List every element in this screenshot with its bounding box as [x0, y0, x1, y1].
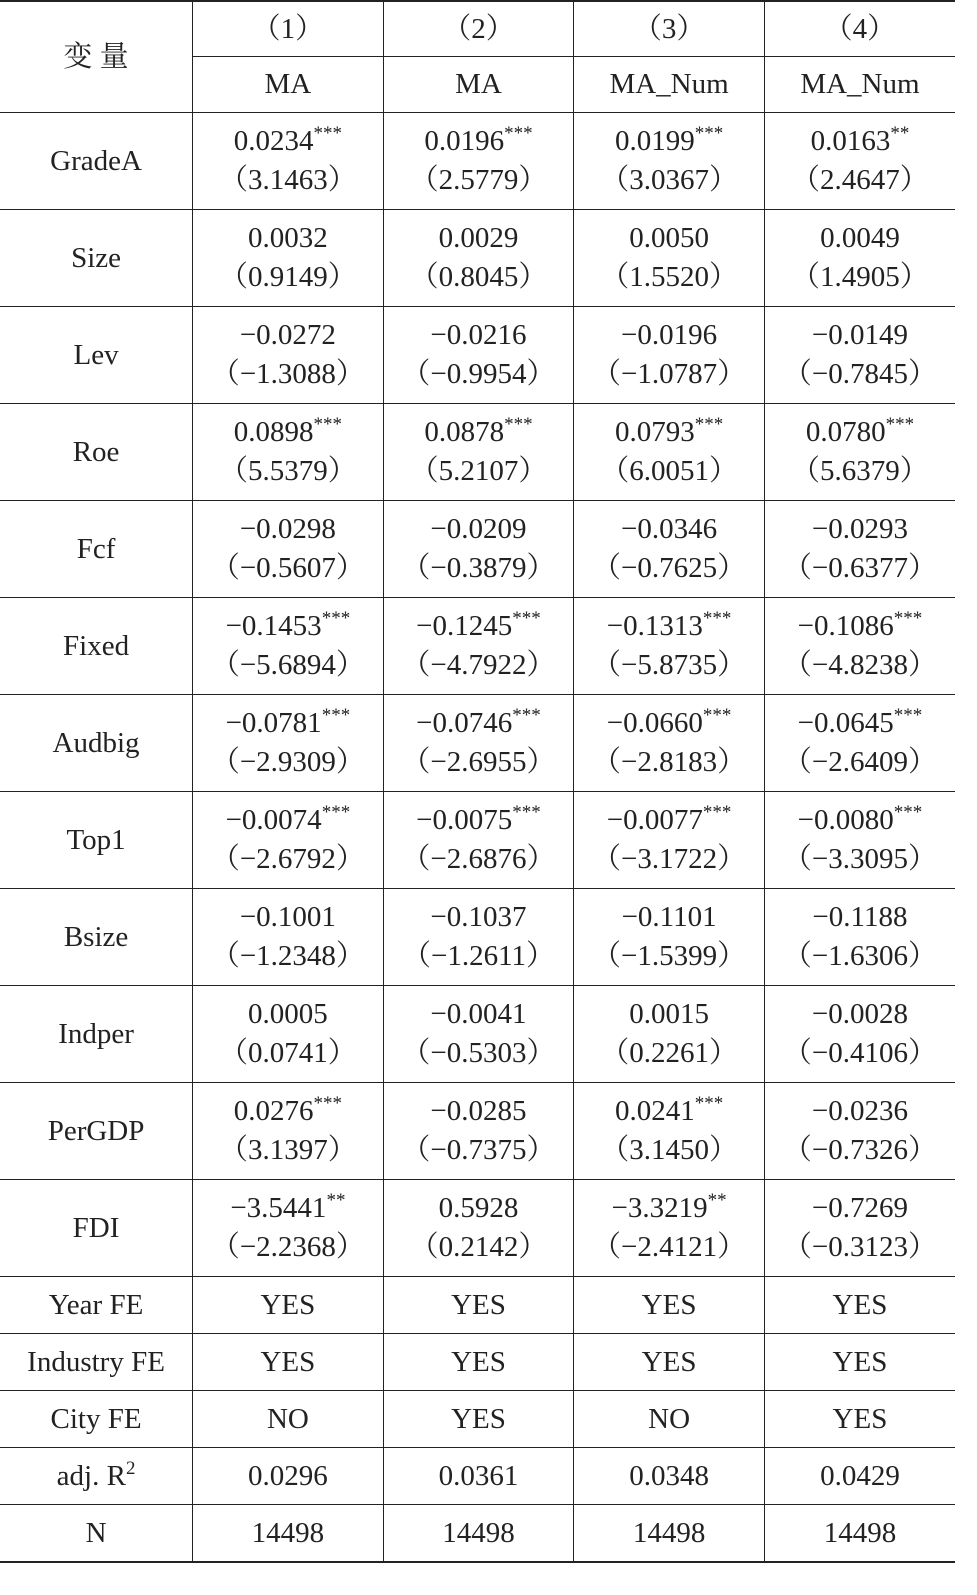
table-row-roe — [0, 404, 955, 501]
coefficient-cell — [764, 113, 955, 210]
t-statistic: （−1.6306） — [782, 940, 937, 972]
coefficient-cell — [574, 598, 765, 695]
coefficient-value: 0.0032 — [248, 222, 328, 254]
coefficient-cell — [383, 210, 574, 307]
dependent-variable-2: MA — [383, 57, 574, 113]
coefficient-value: 0.0780 — [805, 416, 886, 448]
t-statistic: （0.9149） — [219, 261, 357, 293]
t-statistic: （3.0367） — [600, 164, 738, 196]
coefficient-cell — [383, 1083, 574, 1180]
coefficient-value: 0.0878 — [424, 416, 505, 448]
coefficient-value: −0.1313 — [606, 610, 703, 642]
coefficient-value: −0.1101 — [621, 901, 717, 933]
coefficient-value: −0.0196 — [621, 319, 718, 351]
coefficient-cell — [574, 113, 765, 210]
coefficient-cell — [764, 307, 955, 404]
coefficient-line — [193, 995, 383, 1034]
coefficient-value: −0.0660 — [606, 707, 703, 739]
t-statistic: （0.0741） — [219, 1037, 357, 1069]
coefficient-value: 0.0793 — [614, 416, 695, 448]
t-statistic: （3.1450） — [600, 1134, 738, 1166]
footer-label-text: Industry FE — [27, 1345, 165, 1378]
coefficient-line — [384, 1189, 574, 1228]
coefficient-value: 0.0196 — [424, 125, 505, 157]
table-row-fixed — [0, 598, 955, 695]
coefficient-line — [384, 1092, 574, 1131]
coefficient-value: −0.0272 — [239, 319, 336, 351]
variable-header-cell: 变 量 — [0, 1, 193, 113]
coefficient-value: 0.0049 — [820, 222, 900, 254]
coefficient-line — [765, 122, 955, 161]
coefficient-line — [193, 1092, 383, 1131]
column-number-4: （4） — [764, 1, 955, 57]
coefficient-line — [765, 219, 955, 258]
footer-value: 14498 — [574, 1505, 765, 1563]
t-statistic: （−5.6894） — [210, 649, 365, 681]
header-row-column-numbers — [0, 1, 955, 57]
variable-name: Fixed — [0, 598, 193, 695]
footer-row — [0, 1505, 955, 1563]
footer-value: YES — [764, 1277, 955, 1334]
coefficient-cell — [764, 501, 955, 598]
t-statistic: （−0.5607） — [210, 552, 365, 584]
coefficient-line — [193, 219, 383, 258]
variable-name: PerGDP — [0, 1083, 193, 1180]
coefficient-cell — [383, 404, 574, 501]
footer-label-text: Year FE — [48, 1288, 144, 1321]
footer-row-label — [0, 1505, 193, 1563]
footer-value: YES — [193, 1334, 384, 1391]
t-statistic: （2.5779） — [409, 164, 548, 196]
t-statistic: （−5.8735） — [592, 649, 747, 681]
table-row-indper — [0, 986, 955, 1083]
significance-stars: *** — [702, 802, 732, 823]
coefficient-value: −0.0080 — [797, 804, 894, 836]
coefficient-line — [384, 898, 574, 937]
significance-stars: ** — [890, 123, 910, 144]
table-row-pergdp — [0, 1083, 955, 1180]
coefficient-cell — [574, 695, 765, 792]
dependent-variable-1: MA — [193, 57, 384, 113]
t-statistic: （−2.2368） — [210, 1231, 365, 1263]
coefficient-cell — [193, 501, 384, 598]
t-statistic: （2.4647） — [791, 164, 929, 196]
coefficient-cell — [764, 404, 955, 501]
t-statistic: （−3.3095） — [782, 843, 937, 875]
coefficient-value: −0.1453 — [225, 610, 322, 642]
coefficient-cell — [383, 113, 574, 210]
variable-name: Lev — [0, 307, 193, 404]
variable-name: Size — [0, 210, 193, 307]
footer-value: YES — [574, 1334, 765, 1391]
coefficient-cell — [193, 792, 384, 889]
coefficient-value: −0.0216 — [430, 319, 527, 351]
column-number-2: （2） — [383, 1, 574, 57]
coefficient-value: −0.0781 — [225, 707, 322, 739]
significance-stars: *** — [702, 608, 732, 629]
coefficient-line — [765, 316, 955, 355]
coefficient-value: 0.5928 — [438, 1192, 519, 1224]
significance-stars: *** — [512, 705, 541, 726]
footer-row-label — [0, 1448, 193, 1505]
coefficient-cell — [574, 792, 765, 889]
footer-value: YES — [383, 1334, 574, 1391]
coefficient-cell — [764, 1083, 955, 1180]
coefficient-value: −0.0077 — [606, 804, 703, 836]
coefficient-line — [384, 801, 574, 840]
coefficient-value: −0.0293 — [811, 513, 908, 545]
coefficient-value: 0.0163 — [810, 125, 891, 157]
dependent-variable-4: MA_Num — [764, 57, 955, 113]
coefficient-cell — [383, 986, 574, 1083]
t-statistic: （−0.3123） — [782, 1231, 937, 1263]
footer-row-label — [0, 1391, 193, 1448]
t-statistic: （−0.6377） — [782, 552, 937, 584]
coefficient-cell — [383, 501, 574, 598]
coefficient-value: −0.0346 — [621, 513, 718, 545]
coefficient-line — [574, 413, 764, 452]
t-statistic: （1.4905） — [791, 261, 929, 293]
t-statistic: （0.2142） — [409, 1231, 548, 1263]
coefficient-cell — [383, 598, 574, 695]
coefficient-value: 0.0050 — [629, 222, 709, 254]
coefficient-value: −0.0209 — [430, 513, 527, 545]
significance-stars: *** — [313, 1093, 343, 1114]
coefficient-line — [765, 801, 955, 840]
coefficient-value: −0.0149 — [811, 319, 908, 351]
coefficient-cell — [193, 695, 384, 792]
significance-stars: ** — [707, 1190, 727, 1211]
coefficient-line — [384, 413, 574, 452]
footer-row — [0, 1448, 955, 1505]
coefficient-value: 0.0234 — [233, 125, 314, 157]
coefficient-cell — [193, 598, 384, 695]
coefficient-value: −0.0298 — [239, 513, 336, 545]
coefficient-value: −0.0746 — [416, 707, 513, 739]
coefficient-cell — [764, 1180, 955, 1277]
coefficient-value: 0.0241 — [614, 1095, 695, 1127]
coefficient-value: 0.0199 — [614, 125, 695, 157]
t-statistic: （−2.6792） — [210, 843, 365, 875]
coefficient-line — [574, 898, 764, 937]
coefficient-value: −0.0074 — [225, 804, 322, 836]
coefficient-cell — [764, 889, 955, 986]
coefficient-value: 0.0276 — [233, 1095, 314, 1127]
t-statistic: （−0.5303） — [401, 1037, 556, 1069]
variable-name: FDI — [0, 1180, 193, 1277]
coefficient-cell — [193, 1083, 384, 1180]
table-row-top1 — [0, 792, 955, 889]
coefficient-cell — [764, 598, 955, 695]
variable-name: Roe — [0, 404, 193, 501]
coefficient-cell — [574, 889, 765, 986]
t-statistic: （5.2107） — [409, 455, 548, 487]
t-statistic: （−0.7845） — [782, 358, 937, 390]
table-row-audbig — [0, 695, 955, 792]
coefficient-line — [193, 1189, 383, 1228]
coefficient-line — [574, 995, 764, 1034]
coefficient-value: −0.0028 — [811, 998, 908, 1030]
t-statistic: （−2.6876） — [401, 843, 556, 875]
coefficient-line — [574, 316, 764, 355]
coefficient-cell — [193, 307, 384, 404]
significance-stars: *** — [321, 802, 351, 823]
t-statistic: （−1.2611） — [401, 940, 555, 972]
coefficient-value: −0.1086 — [797, 610, 894, 642]
significance-stars: *** — [504, 123, 533, 144]
variable-name: Top1 — [0, 792, 193, 889]
coefficient-line — [384, 995, 574, 1034]
t-statistic: （1.5520） — [600, 261, 738, 293]
coefficient-line — [193, 122, 383, 161]
coefficient-value: 0.0005 — [248, 998, 328, 1030]
coefficient-line — [765, 995, 955, 1034]
coefficient-value: −0.0075 — [416, 804, 513, 836]
footer-row-label — [0, 1277, 193, 1334]
coefficient-line — [384, 122, 574, 161]
footer-value: YES — [193, 1277, 384, 1334]
footer-value: 14498 — [193, 1505, 384, 1563]
coefficient-line — [765, 898, 955, 937]
coefficient-line — [765, 607, 955, 646]
t-statistic: （−2.8183） — [592, 746, 747, 778]
column-number-1: （1） — [193, 1, 384, 57]
coefficient-cell — [574, 210, 765, 307]
coefficient-line — [384, 510, 574, 549]
coefficient-cell — [193, 889, 384, 986]
coefficient-value: −3.3219 — [611, 1192, 708, 1224]
footer-value: NO — [193, 1391, 384, 1448]
footer-value: 0.0348 — [574, 1448, 765, 1505]
t-statistic: （−3.1722） — [592, 843, 747, 875]
coefficient-line — [574, 122, 764, 161]
t-statistic: （6.0051） — [600, 455, 738, 487]
coefficient-line — [765, 413, 955, 452]
significance-stars: *** — [321, 705, 351, 726]
t-statistic: （−4.7922） — [401, 649, 556, 681]
footer-row — [0, 1277, 955, 1334]
table-row-gradea — [0, 113, 955, 210]
coefficient-cell — [764, 695, 955, 792]
coefficient-line — [765, 1092, 955, 1131]
footer-value: YES — [574, 1277, 765, 1334]
variable-name: Fcf — [0, 501, 193, 598]
t-statistic: （3.1463） — [219, 164, 357, 196]
table-row-bsize — [0, 889, 955, 986]
coefficient-line — [574, 1189, 764, 1228]
coefficient-cell — [383, 792, 574, 889]
coefficient-value: −0.1245 — [416, 610, 513, 642]
coefficient-line — [384, 607, 574, 646]
significance-stars: *** — [893, 802, 923, 823]
coefficient-value: 0.0029 — [438, 222, 519, 254]
footer-value: YES — [764, 1391, 955, 1448]
t-statistic: （−2.6409） — [782, 746, 937, 778]
coefficient-value: −0.1037 — [430, 901, 527, 933]
coefficient-value: −0.0041 — [430, 998, 527, 1030]
t-statistic: （−4.8238） — [782, 649, 937, 681]
significance-stars: *** — [893, 705, 923, 726]
table-row-fdi — [0, 1180, 955, 1277]
significance-stars: *** — [885, 414, 915, 435]
coefficient-cell — [574, 986, 765, 1083]
coefficient-cell — [193, 986, 384, 1083]
coefficient-line — [574, 704, 764, 743]
coefficient-line — [193, 510, 383, 549]
coefficient-cell — [193, 113, 384, 210]
t-statistic: （−0.7375） — [401, 1134, 556, 1166]
footer-value: 14498 — [383, 1505, 574, 1563]
coefficient-line — [193, 413, 383, 452]
t-statistic: （−0.4106） — [782, 1037, 937, 1069]
coefficient-line — [193, 704, 383, 743]
coefficient-cell — [383, 1180, 574, 1277]
column-number-3: （3） — [574, 1, 765, 57]
coefficient-line — [574, 510, 764, 549]
table-row-fcf — [0, 501, 955, 598]
coefficient-value: −0.0645 — [797, 707, 894, 739]
coefficient-line — [384, 704, 574, 743]
coefficient-value: −3.5441 — [230, 1192, 327, 1224]
coefficient-line — [384, 316, 574, 355]
coefficient-value: 0.0015 — [629, 998, 709, 1030]
footer-value: YES — [383, 1391, 574, 1448]
footer-row — [0, 1334, 955, 1391]
superscript: 2 — [125, 1457, 136, 1479]
coefficient-line — [574, 801, 764, 840]
coefficient-value: −0.1188 — [812, 901, 908, 933]
significance-stars: *** — [512, 608, 541, 629]
t-statistic: （0.2261） — [600, 1037, 738, 1069]
variable-name: Indper — [0, 986, 193, 1083]
t-statistic: （−1.2348） — [210, 940, 365, 972]
coefficient-line — [765, 510, 955, 549]
coefficient-line — [574, 1092, 764, 1131]
coefficient-value: −0.0236 — [811, 1095, 908, 1127]
significance-stars: ** — [326, 1190, 346, 1211]
significance-stars: *** — [512, 802, 541, 823]
significance-stars: *** — [694, 1093, 724, 1114]
footer-label-text: N — [85, 1516, 107, 1549]
footer-value: 14498 — [764, 1505, 955, 1563]
t-statistic: （−2.6955） — [401, 746, 556, 778]
t-statistic: （5.5379） — [219, 455, 357, 487]
coefficient-cell — [193, 1180, 384, 1277]
coefficient-line — [193, 607, 383, 646]
significance-stars: *** — [694, 414, 724, 435]
coefficient-cell — [764, 210, 955, 307]
table-row-lev — [0, 307, 955, 404]
coefficient-cell — [383, 889, 574, 986]
footer-value: YES — [383, 1277, 574, 1334]
coefficient-cell — [574, 501, 765, 598]
t-statistic: （−0.3879） — [401, 552, 556, 584]
coefficient-cell — [383, 307, 574, 404]
significance-stars: *** — [313, 414, 343, 435]
coefficient-value: 0.0898 — [233, 416, 314, 448]
coefficient-line — [193, 801, 383, 840]
t-statistic: （−2.4121） — [592, 1231, 747, 1263]
footer-value: YES — [764, 1334, 955, 1391]
significance-stars: *** — [504, 414, 533, 435]
coefficient-cell — [764, 792, 955, 889]
variable-name: Audbig — [0, 695, 193, 792]
footer-label-text: adj. R — [56, 1459, 126, 1492]
table-body — [0, 1, 955, 1562]
significance-stars: *** — [893, 608, 923, 629]
coefficient-line — [193, 898, 383, 937]
coefficient-cell — [383, 695, 574, 792]
coefficient-cell — [574, 1180, 765, 1277]
coefficient-value: −0.0285 — [430, 1095, 527, 1127]
coefficient-cell — [574, 307, 765, 404]
coefficient-line — [765, 704, 955, 743]
t-statistic: （−0.7326） — [782, 1134, 937, 1166]
coefficient-line — [193, 316, 383, 355]
coefficient-cell — [764, 986, 955, 1083]
coefficient-cell — [193, 210, 384, 307]
coefficient-line — [765, 1189, 955, 1228]
footer-value: 0.0361 — [383, 1448, 574, 1505]
t-statistic: （−2.9309） — [210, 746, 365, 778]
variable-name: Bsize — [0, 889, 193, 986]
table-row-size — [0, 210, 955, 307]
t-statistic: （0.8045） — [409, 261, 548, 293]
t-statistic: （−1.3088） — [210, 358, 365, 390]
coefficient-value: −0.7269 — [811, 1192, 908, 1224]
footer-label-text: City FE — [50, 1402, 142, 1435]
coefficient-cell — [574, 404, 765, 501]
t-statistic: （−1.0787） — [592, 358, 747, 390]
significance-stars: *** — [702, 705, 732, 726]
t-statistic: （5.6379） — [791, 455, 929, 487]
coefficient-cell — [574, 1083, 765, 1180]
footer-value: NO — [574, 1391, 765, 1448]
t-statistic: （3.1397） — [219, 1134, 357, 1166]
footer-row — [0, 1391, 955, 1448]
footer-row-label — [0, 1334, 193, 1391]
footer-value: 0.0429 — [764, 1448, 955, 1505]
coefficient-line — [574, 607, 764, 646]
coefficient-line — [574, 219, 764, 258]
variable-name: GradeA — [0, 113, 193, 210]
significance-stars: *** — [313, 123, 343, 144]
dependent-variable-3: MA_Num — [574, 57, 765, 113]
coefficient-line — [384, 219, 574, 258]
footer-value: 0.0296 — [193, 1448, 384, 1505]
significance-stars: *** — [694, 123, 724, 144]
t-statistic: （−0.9954） — [401, 358, 556, 390]
t-statistic: （−0.7625） — [592, 552, 747, 584]
significance-stars: *** — [321, 608, 351, 629]
t-statistic: （−1.5399） — [592, 940, 747, 972]
coefficient-value: −0.1001 — [239, 901, 336, 933]
coefficient-cell — [193, 404, 384, 501]
